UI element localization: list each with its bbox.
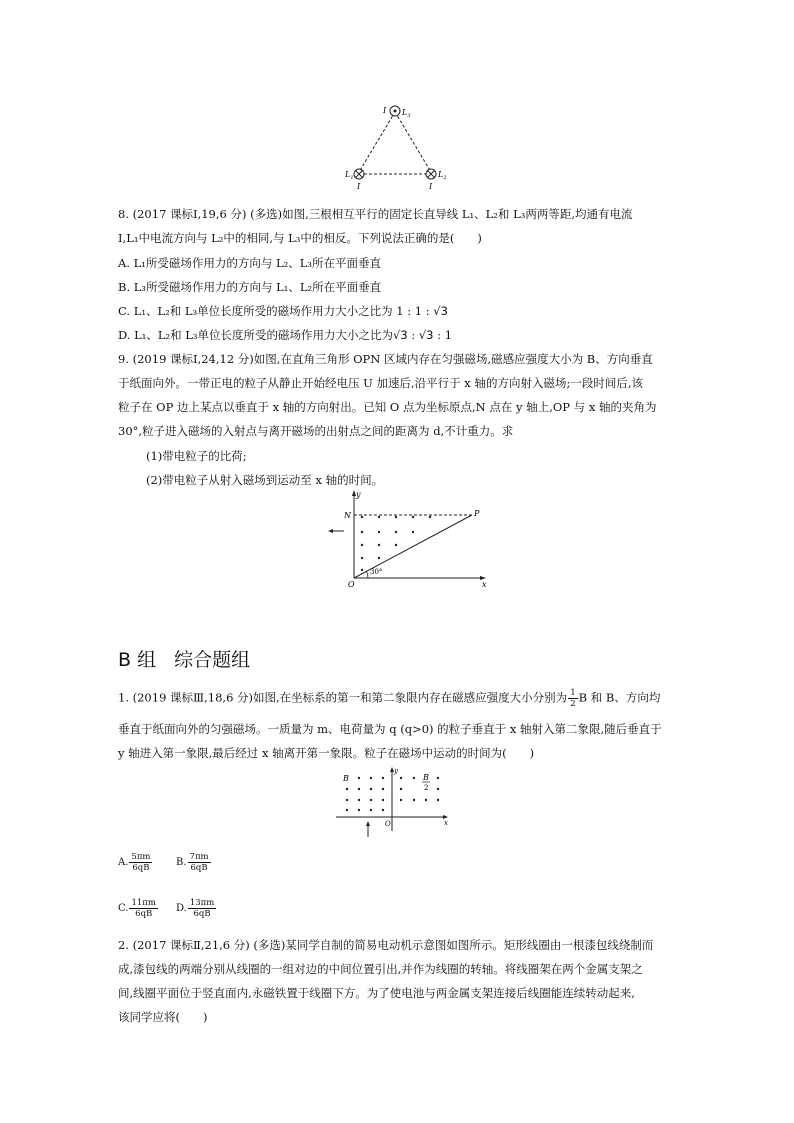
label-i-right: I (429, 182, 433, 190)
q8-option-d-mid: : (407, 328, 419, 342)
q9-line-3: 粒子在 OP 边上某点以垂直于 x 轴的方向射出。已知 O 点为坐标原点,N 点在 y 轴上,OP 与 x 轴的夹角为 (118, 400, 657, 414)
b1-option-b-label: B. (176, 857, 187, 868)
q8-line-2: I,L₁中电流方向与 L₂中的相同,与 L₃中的相反。下列说法正确的是( ) (118, 231, 482, 245)
q8-option-d (118, 328, 452, 342)
label-l1: $L_1$ (345, 170, 354, 181)
b1-option-c-num: 11πm (131, 898, 156, 908)
b1-line-1 (118, 688, 660, 709)
particle-entry-arrow-head-icon (366, 821, 370, 826)
field-dots-right (400, 777, 439, 801)
label-n: N (344, 511, 351, 520)
b1-option-d-num: 13πm (189, 898, 215, 908)
section-title: 综合题组 (174, 649, 251, 671)
q8-line-1: 8. (2017 课标Ⅰ,19,6 分) (多选)如图,三根相互平行的固定长直导线 L₁、L₂和 L₃两两等距,均通有电流 (118, 207, 633, 221)
field-dots (361, 516, 431, 571)
b1-option-c-den: 6qB (135, 909, 153, 919)
b1-line-1-pre: 1. (2019 课标Ⅲ,18,6 分)如图,在坐标系的第一和第二象限内存在磁感应强度大小分别为 (118, 690, 568, 705)
triangle-edge-left (359, 112, 395, 172)
field-dots-left (346, 777, 384, 811)
b1-option-b-frac (188, 852, 211, 873)
label-two: 2 (424, 784, 429, 792)
q9-sub-2: (2)带电粒子从射入磁场到运动至 x 轴的时间。 (146, 473, 384, 487)
b1-option-a-num: 5πm (131, 852, 151, 862)
label-b-right: B (423, 773, 429, 782)
wire-l1-in-icon (354, 169, 364, 179)
b1-line-1-post: B 和 B、方向均 (578, 690, 661, 705)
b1-option-d-label: D. (176, 903, 187, 914)
b1-option-b (176, 852, 212, 873)
three-wire-figure (340, 98, 450, 190)
q8-option-d-pre: D. L₁、L₂和 L₃单位长度所受的磁场作用力大小之比为 (118, 328, 394, 342)
b1-line-3: y 轴进入第一象限,最后经过 x 轴离开第一象限。粒子在磁场中运动的时间为( ) (118, 746, 535, 760)
label-b-left: B (343, 774, 349, 783)
b1-option-c (118, 898, 159, 919)
quadrant-field-figure (334, 765, 452, 839)
q8-option-d-sqrt-1: √3 (393, 328, 408, 342)
b1-option-c-label: C. (118, 903, 129, 914)
wire-l2-in-icon (426, 169, 436, 179)
b1-option-c-frac (129, 898, 157, 919)
label-y: y (356, 490, 361, 499)
label-x: x (444, 819, 448, 827)
label-y: y (394, 767, 398, 775)
b1-option-b-den: 6qB (190, 863, 208, 873)
label-p: P (474, 509, 480, 518)
section-letter: B 组 (118, 649, 157, 671)
b2-line-4: 该同学应将( ) (118, 1010, 208, 1024)
q8-option-d-sqrt-2: √3 (418, 328, 434, 342)
q8-option-c-sqrt: √3 (433, 304, 448, 318)
b2-line-2: 成,漆包线的两端分别从线圈的一组对边的中间位置引出,并作为线圈的转轴。将线圈架在两个金属支架之 (118, 962, 643, 976)
b1-half-fraction (568, 688, 577, 709)
b1-option-a (118, 852, 153, 873)
q9-line-4: 30°,粒子进入磁场的入射点与离开磁场的出射点之间的距离为 d,不计重力。求 (118, 424, 514, 438)
b1-half-num: 1 (570, 688, 576, 698)
wire-l3-out-icon (390, 106, 400, 116)
b1-option-a-frac (129, 852, 152, 873)
angle-arc (367, 572, 369, 579)
b1-line-2: 垂直于纸面向外的匀强磁场。一质量为 m、电荷量为 q (q>0) 的粒子垂直于 x 轴射入第二象限,随后垂直于 (118, 722, 662, 736)
triangle-field-figure (322, 488, 492, 590)
label-l2: $L_2$ (438, 170, 447, 181)
q8-option-d-end: : 1 (433, 328, 453, 342)
q8-option-c-text: C. L₁、L₂和 L₃单位长度所受的磁场作用力大小之比为 1 : 1 : (118, 304, 434, 318)
b1-option-d-den: 6qB (193, 909, 211, 919)
section-header (118, 645, 250, 672)
q8-option-a: A. L₁所受磁场作用力的方向与 L₂、L₃所在平面垂直 (118, 256, 382, 270)
q9-line-1: 9. (2019 课标Ⅰ,24,12 分)如图,在直角三角形 OPN 区域内存在匀强磁场,磁感应强度大小为 B、方向垂直 (118, 352, 653, 366)
label-x: x (482, 580, 487, 589)
b1-option-a-den: 6qB (132, 863, 150, 873)
b1-option-d-frac (188, 898, 216, 919)
triangle-edge-right (395, 112, 431, 172)
label-i-top: I (383, 106, 387, 115)
label-o: O (385, 820, 391, 828)
b1-half-den: 2 (570, 699, 576, 709)
label-l3: $L_3$ (402, 108, 411, 119)
b1-option-d (176, 898, 217, 919)
q8-option-b: B. L₃所受磁场作用力的方向与 L₁、L₂所在平面垂直 (118, 280, 382, 294)
label-o: O (348, 580, 355, 589)
incoming-arrow-head-icon (328, 529, 333, 533)
b1-option-a-label: A. (118, 857, 129, 868)
q8-option-c (118, 304, 448, 318)
b2-line-1: 2. (2017 课标Ⅱ,21,6 分) (多选)某同学自制的简易电动机示意图如图所示。矩形线圈由一根漆包线绕制而 (118, 938, 654, 952)
b1-option-b-num: 7πm (189, 852, 209, 862)
b2-line-3: 间,线圈平面位于竖直面内,永磁铁置于线圈下方。为了使电池与两金属支架连接后线圈能连续转动起来, (118, 986, 635, 1000)
q9-line-2: 于纸面向外。一带正电的粒子从静止开始经电压 U 加速后,沿平行于 x 轴的方向射入磁场;一段时间后,该 (118, 376, 643, 390)
label-i-left: I (357, 182, 361, 190)
label-angle: 30° (370, 568, 383, 576)
q9-sub-1: (1)带电粒子的比荷; (146, 449, 247, 463)
